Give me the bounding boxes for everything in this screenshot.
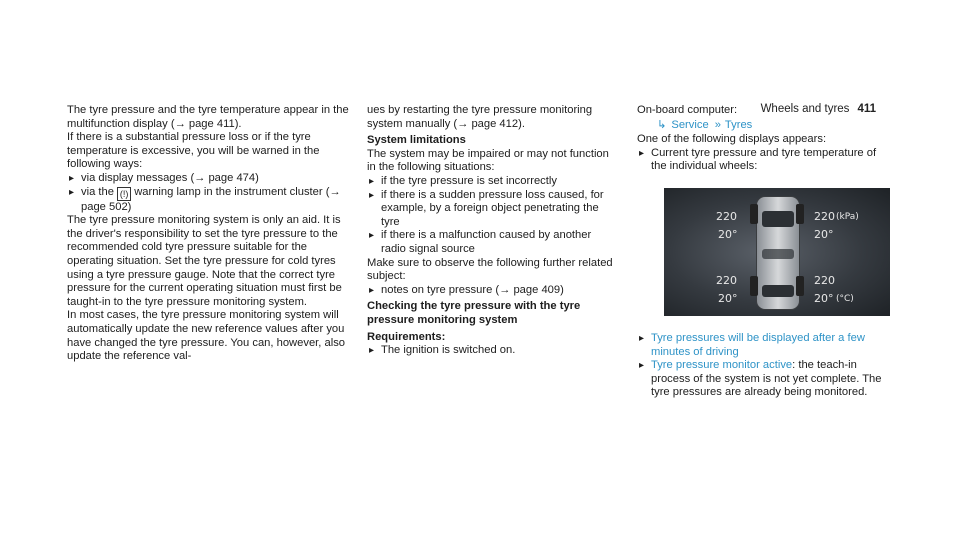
temp-unit: (°C) [836,293,854,304]
front-left-pressure: 220 [716,209,737,223]
column-left [67,104,350,364]
requirements-list [367,344,619,358]
section-heading: Checking the tyre pressure with the tyre pressure monitoring system [367,300,581,326]
wheel-icon [796,204,804,224]
front-left-temp: 20° [718,227,738,241]
list-item-text: via display messages (→ page 474) [81,171,259,184]
list-item-text: warning lamp in the instrument cluster (→ page 502) [81,185,341,213]
wheel-icon [750,204,758,224]
wheel-icon [796,276,804,296]
list-item: ▸ Current tyre pressure and tyre temperature of the individual wheels: [637,147,893,174]
warning-lamp-icon: (!) [117,187,131,201]
rear-left-temp: 20° [718,291,738,305]
warning-list [67,172,350,214]
limitations-list [367,175,619,257]
menu-path [637,119,893,133]
list-item: ▸ if there is a sudden pressure loss caused, for example, by a foreign object penetrating the tyre [367,189,619,230]
paragraph: In most cases, the tyre pressure monitoring system will automatically update the new reference values after you have changed the tyre pressure. You can, however, also update the reference val- [67,309,346,363]
list-item: ▸ if there is a malfunction caused by another radio signal source [367,229,619,256]
paragraph: ues by restarting the tyre pressure monitoring system manually (→ page 412). [367,104,593,130]
wheel-icon [750,276,758,296]
status-message: Tyre pressures will be displayed after a few minutes of driving [651,331,865,358]
front-right-pressure: 220 [814,209,835,223]
paragraph: The tyre pressure and the tyre temperature appear in the multifunction display (→ page 411). [67,104,349,130]
list-item: ▸ if the tyre pressure is set incorrectly [367,175,619,189]
paragraph: On-board computer: [637,104,738,116]
paragraph: The system may be impaired or may not function in the following situations: [367,147,609,174]
list-item [637,332,893,359]
status-description: : the teach-in process of the system is not yet complete. The tyre pressures are already being monitored. [651,359,882,399]
list-item [67,172,350,186]
car-top-view-icon [756,196,800,310]
status-list [637,332,893,400]
section-heading: System limitations [367,134,466,147]
paragraph: The tyre pressure monitoring system is only an aid. It is the driver's responsibility to set the tyre pressure to the recommended cold tyre pressure suitable for the operating situation. Set the tyre pressure for cold tyres using a tyre pressure gauge. Note that the correct tyre pressure for the current operating situation must first be taught-in to the tyre pressure monitoring system. [67,214,342,308]
double-chevron-icon: » [714,118,721,131]
column-middle [367,104,619,358]
pressure-unit: (kPa) [836,211,859,222]
rear-right-pressure: 220 [814,273,835,287]
list-item-prefix: via the [81,185,114,198]
requirements-label: Requirements: [367,330,446,343]
status-message: Tyre pressure monitor active [651,359,793,372]
menu-item-service: Service [671,118,709,131]
list-item: ▸ notes on tyre pressure (→ page 409) [367,284,619,298]
column-right [637,104,893,400]
display-list [637,147,893,174]
menu-arrow-icon: ↳ [657,118,667,131]
list-item [67,186,350,215]
page-number: 411 [857,103,876,115]
rear-left-pressure: 220 [716,273,737,287]
paragraph: Make sure to observe the following further related subject: [367,256,613,283]
front-right-temp: 20° [814,227,834,241]
tyre-pressure-display-image [664,188,890,316]
list-item: ▸ The ignition is switched on. [367,344,619,358]
related-list [367,284,619,298]
section-title: Wheels and tyres [760,103,850,115]
paragraph: If there is a substantial pressure loss or if the tyre temperature is excessive, you will be warned in the following ways: [67,131,320,171]
paragraph: One of the following displays appears: [637,133,827,146]
list-item [637,359,893,400]
rear-right-temp: 20° [814,291,834,305]
menu-item-tyres: Tyres [724,118,753,131]
